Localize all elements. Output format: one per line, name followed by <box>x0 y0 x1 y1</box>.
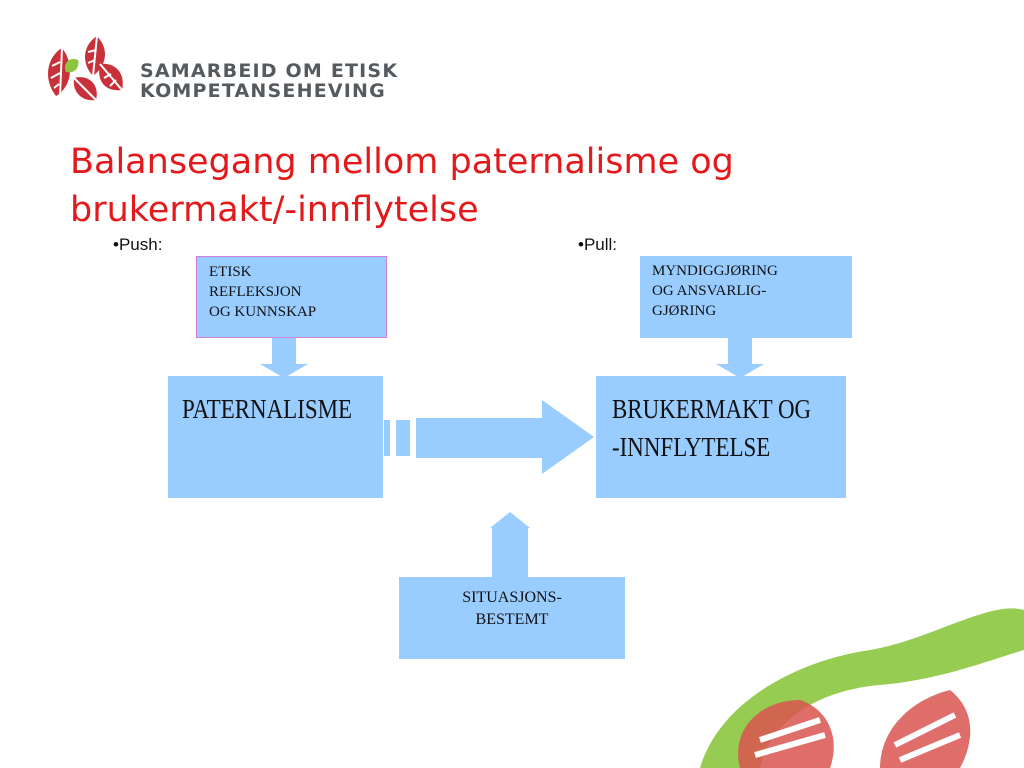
pull-label: •Pull: <box>578 235 618 254</box>
push-box-line-2: REFLEKSJON <box>209 284 302 300</box>
arrow-up <box>490 512 530 577</box>
arrow-push-down <box>260 336 308 378</box>
title-line-1: Balansegang mellom paternalisme og <box>70 142 734 182</box>
footer-watermark: MØLLER <box>838 708 900 724</box>
slide-title <box>70 138 830 234</box>
situasjons-line-1: SITUASJONS- <box>462 589 562 606</box>
brukermakt-line-2: -INNFLYTELSE <box>612 432 771 462</box>
arrow-right <box>384 400 594 474</box>
push-box-etisk-refleksjon <box>196 256 387 338</box>
title-line-2: brukermakt/-innflytelse <box>70 190 479 230</box>
leaf-logo-icon <box>48 36 123 100</box>
push-label: •Push: <box>113 235 163 254</box>
leaf-decoration-icon <box>700 608 1024 768</box>
paternalisme-box <box>168 376 383 498</box>
push-box-line-1: ETISK <box>209 264 252 280</box>
push-box-line-3: OG KUNNSKAP <box>209 304 317 320</box>
pull-box-line-1: MYNDIGGJØRING <box>652 263 778 279</box>
situasjons-line-2: BESTEMT <box>475 611 549 628</box>
logo-line-1: SAMARBEID OM ETISK <box>140 60 399 82</box>
logo-line-2: KOMPETANSEHEVING <box>140 80 386 102</box>
brukermakt-line-1: BRUKERMAKT OG <box>612 394 812 424</box>
brukermakt-box <box>596 376 846 498</box>
pull-box-myndiggjoring <box>640 256 852 338</box>
situasjonsbestemt-box <box>399 577 625 659</box>
pull-box-line-3: GJØRING <box>652 303 717 319</box>
pull-box-line-2: OG ANSVARLIG- <box>652 283 767 299</box>
arrow-pull-down <box>716 336 764 378</box>
paternalisme-label: PATERNALISME <box>182 394 353 424</box>
